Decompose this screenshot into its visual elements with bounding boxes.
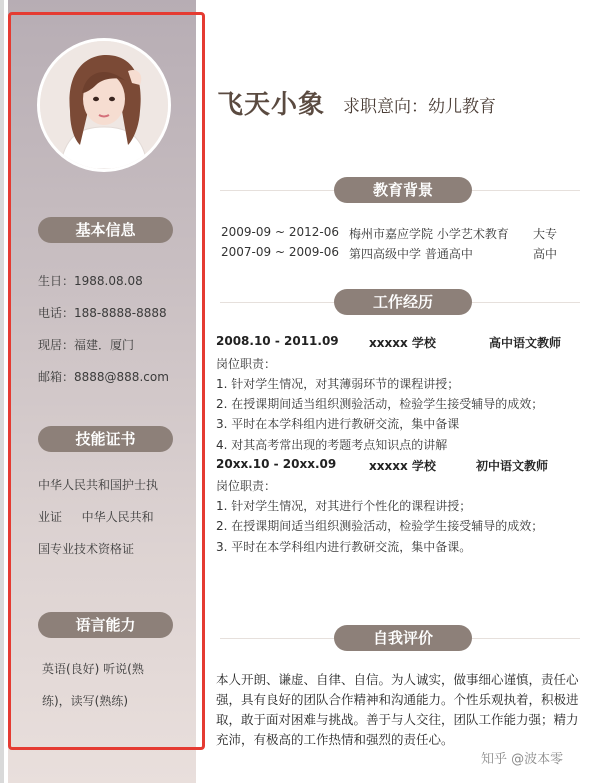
- self-evaluation-line: 本人开朗、谦虚、自律、自信。为人诚实，做事细心谨慎，责任心: [216, 672, 579, 687]
- duty-label: 岗位职责：: [216, 357, 277, 371]
- section-title-skills: 技能证书: [38, 426, 173, 452]
- page-border: [0, 0, 4, 783]
- email-text: 邮箱：8888@888.com: [38, 370, 169, 384]
- self-evaluation-line: 充沛，有极高的工作热情和强烈的责任心。: [216, 732, 454, 747]
- highlight-outline: [8, 12, 205, 750]
- job-role: 高中语文教师: [489, 336, 562, 350]
- job-period: 20xx.10 - 20xx.09: [216, 457, 337, 471]
- job-period: 2008.10 - 2011.09: [216, 334, 339, 348]
- education-school: 第四高级中学 普通高中: [349, 247, 473, 261]
- candidate-name: 飞天小象: [217, 90, 326, 120]
- skill-line: 中华人民共和国护士执: [38, 478, 159, 492]
- duty-item: 1. 针对学生情况，对其进行个性化的课程讲授；: [216, 499, 472, 513]
- section-title-education: 教育背景: [334, 177, 472, 203]
- location-text: 现居：福建．厦门: [38, 338, 135, 352]
- job-school: xxxxx 学校: [369, 459, 436, 473]
- education-period: 2007-09 ~ 2009-06: [221, 245, 339, 259]
- education-degree: 高中: [533, 247, 558, 261]
- self-evaluation-line: 强，具有良好的团队合作精神和沟通能力。个性乐观执着，积极进: [216, 692, 579, 707]
- education-degree: 大专: [533, 227, 558, 241]
- duty-item: 4. 对其高考常出现的考题考点知识点的讲解: [216, 438, 448, 452]
- skill-line: 业证 中华人民共和: [38, 510, 154, 524]
- duty-item: 3. 平时在本学科组内进行教研交流，集中备课。: [216, 540, 472, 554]
- section-title-work: 工作经历: [334, 289, 472, 315]
- education-period: 2009-09 ~ 2012-06: [221, 225, 339, 239]
- skill-line: 国专业技术资格证: [38, 542, 135, 556]
- duty-item: 2. 在授课期间适当组织测验活动，检验学生接受辅导的成效；: [216, 397, 544, 411]
- job-intent: 求职意向：幼儿教育: [343, 97, 496, 117]
- duty-item: 1. 针对学生情况，对其薄弱环节的课程讲授；: [216, 377, 460, 391]
- section-title-self-evaluation: 自我评价: [334, 625, 472, 651]
- section-title-language: 语言能力: [38, 612, 173, 638]
- job-role: 初中语文教师: [476, 459, 549, 473]
- language-line: 英语(良好) 听说(熟: [42, 662, 144, 676]
- language-line: 练)，读写(熟练): [42, 694, 129, 708]
- self-evaluation-text: [216, 670, 586, 750]
- section-title-basic-info: 基本信息: [38, 217, 173, 243]
- duty-item: 2. 在授课期间适当组织测验活动，检验学生接受辅导的成效；: [216, 519, 544, 533]
- duty-label: 岗位职责：: [216, 479, 277, 493]
- phone-text: 电话：188-8888-8888: [38, 306, 167, 320]
- watermark-text: 知乎 @波本零: [481, 752, 564, 767]
- education-school: 梅州市嘉应学院 小学艺术教育: [349, 227, 509, 241]
- birthday-text: 生日：1988.08.08: [38, 274, 143, 288]
- duty-item: 3. 平时在本学科组内进行教研交流，集中备课: [216, 417, 460, 431]
- self-evaluation-line: 取，敢于面对困难与挑战。善于与人交往，团队工作能力强；精力: [216, 712, 579, 727]
- job-school: xxxxx 学校: [369, 336, 436, 350]
